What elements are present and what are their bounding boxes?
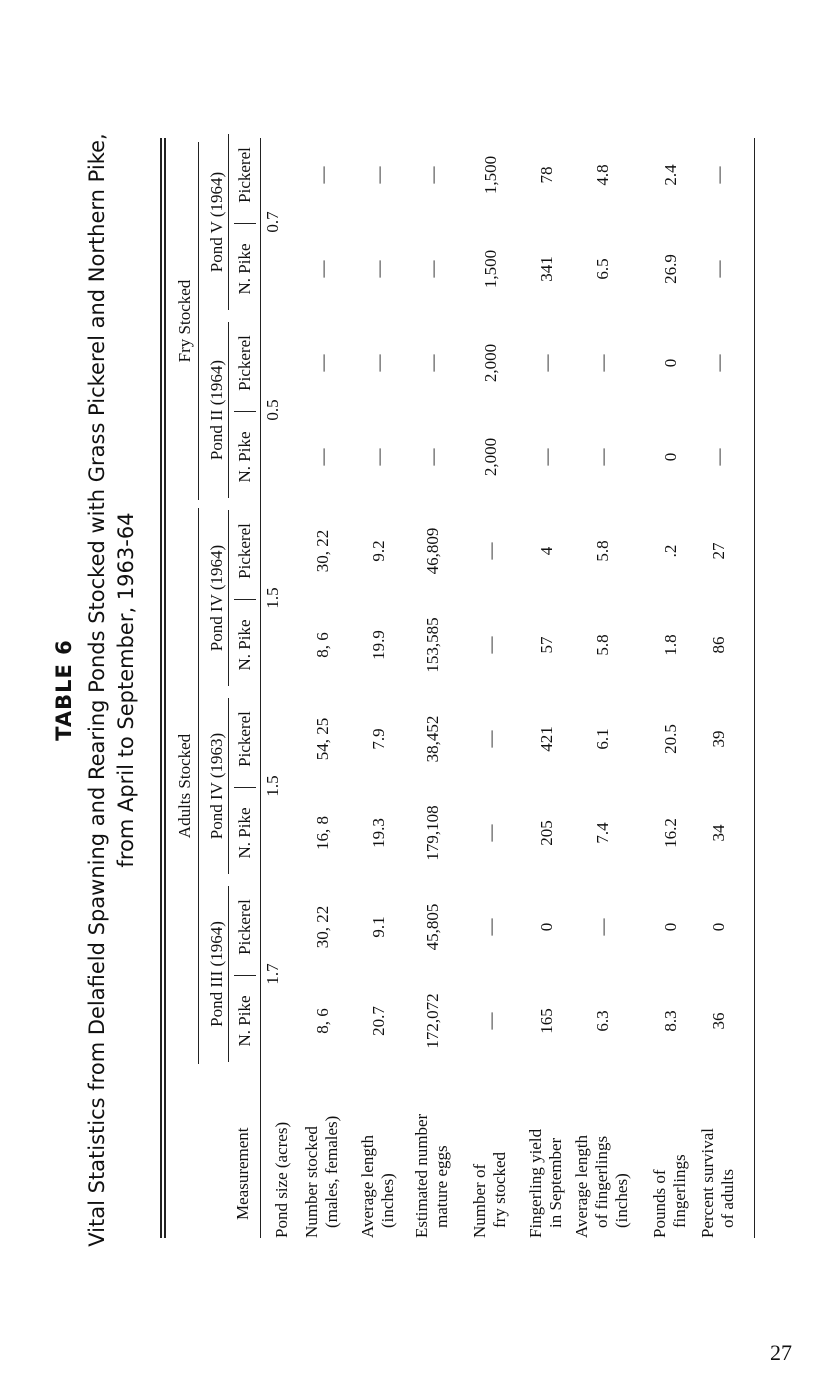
table-cell: 7.4 <box>593 822 612 844</box>
table-cell: — <box>481 918 500 936</box>
table-cell: — <box>709 448 728 466</box>
species-header-pike: N. Pike <box>235 995 254 1047</box>
row-label-line: Number of <box>470 1163 489 1238</box>
group-adults-rule <box>198 508 199 1064</box>
table-cell: 16.2 <box>661 818 680 848</box>
data-table <box>160 138 760 1238</box>
species-header-pickerel: Pickerel <box>235 523 254 579</box>
species-header-pickerel: Pickerel <box>235 335 254 391</box>
table-cell: 16, 8 <box>313 816 332 850</box>
table-cell: 0 <box>661 922 680 932</box>
species-header-pickerel: Pickerel <box>235 711 254 767</box>
table-cell: 2,000 <box>481 343 500 383</box>
table-cell: 39 <box>709 730 728 748</box>
table-cell: 9.2 <box>369 540 388 562</box>
pond-header-rule <box>228 886 229 1062</box>
pond-header-rule <box>228 698 229 874</box>
table-cell: 86 <box>709 636 728 654</box>
row-label <box>650 1078 690 1238</box>
table-cell: 341 <box>537 256 556 282</box>
table-cell: 38,452 <box>423 715 442 763</box>
table-cell: 6.3 <box>593 1010 612 1032</box>
row-label <box>412 1078 452 1238</box>
species-header-pike: N. Pike <box>235 807 254 859</box>
table-cell: 2,000 <box>481 437 500 477</box>
pond-header: Pond IV (1964) <box>207 544 226 652</box>
table-cell: 0 <box>709 922 728 932</box>
row-label-line: Pond size (acres) <box>272 1121 291 1238</box>
table-cell: 9.1 <box>369 916 388 938</box>
row-label-line: Average length <box>572 1134 591 1238</box>
table-cell: — <box>369 448 388 466</box>
table-cell: 5.8 <box>593 540 612 562</box>
pond-header: Pond II (1964) <box>207 359 226 461</box>
table-cell: — <box>423 166 442 184</box>
table-cell: 6.1 <box>593 728 612 750</box>
table-cell: 0 <box>537 922 556 932</box>
species-header-pickerel: Pickerel <box>235 147 254 203</box>
species-separator <box>234 599 256 600</box>
table-cell: 6.5 <box>593 258 612 280</box>
row-label-line: (inches) <box>612 1173 631 1228</box>
table-cell: 0 <box>661 452 680 462</box>
table-cell: — <box>709 260 728 278</box>
table-cell: — <box>369 354 388 372</box>
top-rule <box>160 138 162 1238</box>
table-cell: 205 <box>537 820 556 846</box>
species-header-pike: N. Pike <box>235 431 254 483</box>
row-label-line: Average length <box>358 1134 377 1238</box>
table-title-line1: Vital Statistics from Delafield Spawning and Rearing Ponds Stocked with Grass Pickerel and Northern Pike, <box>85 133 109 1247</box>
row-label <box>698 1078 738 1238</box>
row-label-line: (males, females) <box>322 1115 341 1228</box>
row-label-line: of adults <box>718 1168 737 1228</box>
species-header-pickerel: Pickerel <box>235 899 254 955</box>
row-label-line: Pounds of <box>650 1169 669 1238</box>
row-label <box>526 1078 566 1238</box>
row-label-line: Percent survival <box>698 1128 717 1238</box>
table-cell: .2 <box>661 544 680 558</box>
table-cell: — <box>709 166 728 184</box>
species-separator <box>234 787 256 788</box>
table-cell: — <box>481 824 500 842</box>
top-rule-2 <box>164 138 166 1238</box>
table-cell: 26.9 <box>661 254 680 284</box>
table-cell: 19.3 <box>369 818 388 848</box>
pond-size-cell: 1.7 <box>263 963 282 985</box>
table-title-line2: from April to September, 1963-64 <box>114 512 138 868</box>
row-label <box>302 1078 342 1238</box>
row-label-line: (inches) <box>378 1173 397 1228</box>
table-cell: 36 <box>709 1012 728 1030</box>
row-label <box>572 1078 632 1238</box>
table-cell: 30, 22 <box>313 529 332 573</box>
table-cell: 46,809 <box>423 527 442 575</box>
table-cell: — <box>423 260 442 278</box>
table-cell: 165 <box>537 1008 556 1034</box>
table-cell: 0 <box>661 358 680 368</box>
group-fry: Fry Stocked <box>175 279 194 363</box>
measurement-header: Measurement <box>233 1127 252 1220</box>
row-label <box>470 1078 510 1238</box>
species-separator <box>234 411 256 412</box>
table-cell: 30, 22 <box>313 905 332 949</box>
table-cell: 7.9 <box>369 728 388 750</box>
pond-size-cell: 1.5 <box>263 775 282 797</box>
row-label-line: Estimated number <box>412 1113 431 1238</box>
table-cell: 78 <box>537 166 556 184</box>
row-label-line: of fingerlings <box>592 1135 611 1228</box>
table-cell: — <box>593 918 612 936</box>
table-cell: — <box>313 448 332 466</box>
species-header-pike: N. Pike <box>235 619 254 671</box>
table-cell: 57 <box>537 636 556 654</box>
bottom-rule <box>754 138 755 1238</box>
row-label <box>272 1078 292 1238</box>
table-cell: 421 <box>537 726 556 752</box>
table-cell: — <box>481 1012 500 1030</box>
table-label: TABLE 6 <box>52 639 76 741</box>
table-cell: 1.8 <box>661 634 680 656</box>
pond-header-rule <box>228 134 229 310</box>
table-cell: — <box>537 448 556 466</box>
table-cell: 179,108 <box>423 805 442 861</box>
table-cell: — <box>537 354 556 372</box>
row-label-line: Number stocked <box>302 1126 321 1238</box>
pond-header: Pond V (1964) <box>207 171 226 273</box>
pond-size-cell: 0.7 <box>263 211 282 233</box>
table-cell: 27 <box>709 542 728 560</box>
row-label-line: in September <box>546 1137 565 1228</box>
table-cell: 34 <box>709 824 728 842</box>
pond-header: Pond III (1964) <box>207 921 226 1027</box>
table-cell: — <box>481 730 500 748</box>
table-cell: 172,072 <box>423 993 442 1049</box>
table-cell: — <box>593 448 612 466</box>
pond-header-rule <box>228 322 229 498</box>
table-cell: 4 <box>537 546 556 556</box>
table-cell: — <box>313 260 332 278</box>
table-cell: 1,500 <box>481 249 500 289</box>
species-separator <box>234 223 256 224</box>
group-adults: Adults Stocked <box>175 733 194 839</box>
table-cell: 2.4 <box>661 164 680 186</box>
table-cell: 20.5 <box>661 724 680 754</box>
table-cell: — <box>593 354 612 372</box>
table-cell: — <box>481 636 500 654</box>
row-label-line: fry stocked <box>490 1151 509 1228</box>
pond-header: Pond IV (1963) <box>207 732 226 840</box>
row-label-line: mature eggs <box>432 1145 451 1228</box>
table-cell: 153,585 <box>423 617 442 673</box>
table-cell: 20.7 <box>369 1006 388 1036</box>
row-label <box>358 1078 398 1238</box>
table-cell: 4.8 <box>593 164 612 186</box>
table-cell: 45,805 <box>423 903 442 951</box>
table-cell: 5.8 <box>593 634 612 656</box>
table-cell: — <box>369 260 388 278</box>
table-cell: 1,500 <box>481 155 500 195</box>
header-rule <box>260 138 261 1238</box>
table-cell: 8.3 <box>661 1010 680 1032</box>
table-cell: 19.9 <box>369 630 388 660</box>
page-number: 27 <box>770 1340 792 1365</box>
table-cell: 8, 6 <box>313 1008 332 1034</box>
row-label-line: fingerlings <box>670 1154 689 1228</box>
table-cell: — <box>423 448 442 466</box>
species-separator <box>234 975 256 976</box>
table-cell: 8, 6 <box>313 632 332 658</box>
species-header-pike: N. Pike <box>235 243 254 295</box>
row-label-line: Fingerling yield <box>526 1128 545 1238</box>
table-cell: — <box>369 166 388 184</box>
table-cell: — <box>313 354 332 372</box>
table-cell: — <box>709 354 728 372</box>
table-cell: — <box>481 542 500 560</box>
pond-size-cell: 0.5 <box>263 399 282 421</box>
table-cell: — <box>423 354 442 372</box>
pond-header-rule <box>228 510 229 686</box>
group-fry-rule <box>198 142 199 500</box>
table-cell: — <box>313 166 332 184</box>
pond-size-cell: 1.5 <box>263 587 282 609</box>
table-cell: 54, 25 <box>313 717 332 761</box>
